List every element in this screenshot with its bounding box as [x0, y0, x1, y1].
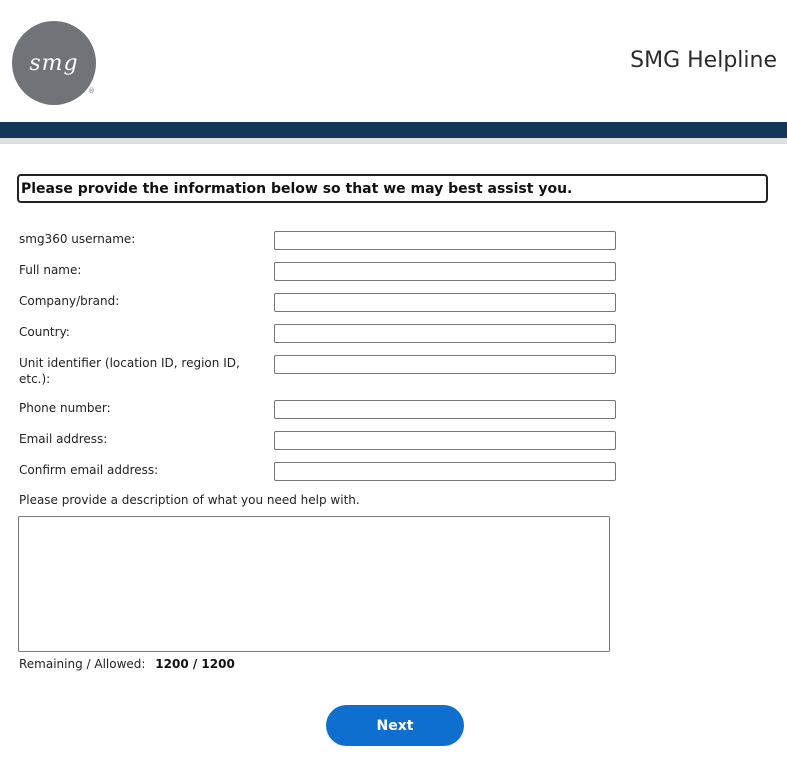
unit-identifier-input[interactable]	[274, 355, 616, 374]
username-input[interactable]	[274, 231, 616, 250]
next-button[interactable]: Next	[326, 705, 464, 746]
unit-identifier-label: Unit identifier (location ID, region ID, etc.):	[19, 356, 240, 386]
header-band-dark	[0, 122, 787, 138]
full-name-label: Full name:	[19, 263, 82, 277]
country-input[interactable]	[274, 324, 616, 343]
header	[0, 0, 787, 122]
phone-number-label: Phone number:	[19, 401, 111, 415]
counter-value: 1200 / 1200	[155, 657, 235, 671]
company-brand-label: Company/brand:	[19, 294, 120, 308]
site-title: SMG Helpline	[630, 48, 777, 73]
email-label: Email address:	[19, 432, 108, 446]
full-name-input[interactable]	[274, 262, 616, 281]
phone-number-input[interactable]	[274, 400, 616, 419]
registered-mark: ®	[88, 87, 95, 95]
logo-text: smg	[29, 50, 79, 76]
username-label: smg360 username:	[19, 232, 136, 246]
smg-logo[interactable]	[12, 21, 96, 105]
confirm-email-label: Confirm email address:	[19, 463, 159, 477]
confirm-email-input[interactable]	[274, 462, 616, 481]
description-label: Please provide a description of what you need help with.	[19, 493, 360, 507]
counter-label: Remaining / Allowed:	[19, 657, 146, 671]
header-band-light	[0, 138, 787, 144]
country-label: Country:	[19, 325, 70, 339]
email-input[interactable]	[274, 431, 616, 450]
character-counter	[19, 657, 235, 671]
company-brand-input[interactable]	[274, 293, 616, 312]
description-textarea[interactable]	[18, 516, 610, 652]
intro-banner: Please provide the information below so that we may best assist you.	[17, 174, 768, 203]
